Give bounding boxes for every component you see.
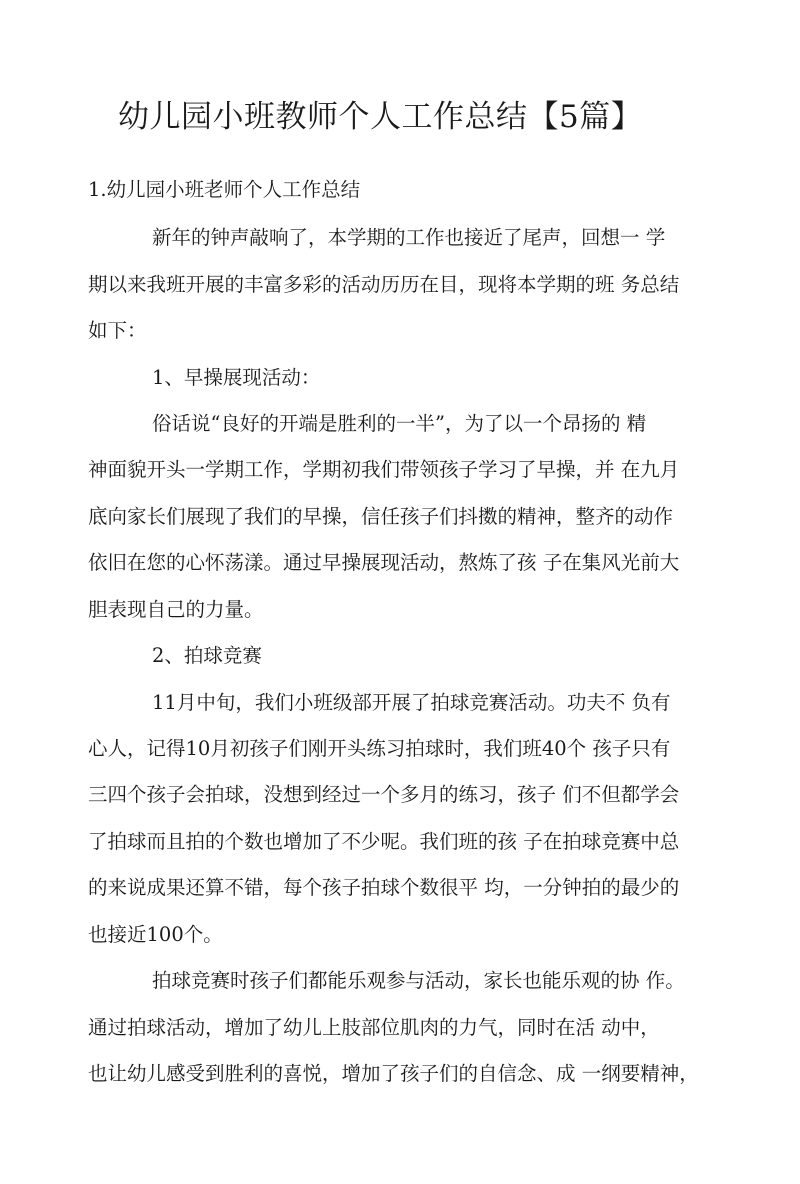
paragraph-line: 拍球竞赛时孩子们都能乐观参与活动，家长也能乐观的协 作。 [152,969,685,992]
paragraph-line: 如下： [88,319,147,342]
section-heading: 1.幼儿园小班老师个人工作总结 [88,178,361,201]
paragraph-line: 依旧在您的心怀荡漾。通过早操展现活动，熬炼了孩 子在集风光前大 [88,551,680,574]
paragraph-line: 胆表现自己的力量。 [88,598,264,621]
paragraph-line: 了拍球而且拍的个数也增加了不少呢。我们班的孩 子在拍球竞赛中总 [88,830,680,853]
paragraph-line: 的来说成果还算不错，每个孩子拍球个数很平 均，一分钟拍的最少的 [88,876,680,899]
paragraph-line: 新年的钟声敲响了，本学期的工作也接近了尾声，回想一 学 [152,226,666,249]
paragraph-line: 底向家长们展现了我们的早操，信任孩子们抖擞的精神，整齐的动作 [88,505,674,528]
paragraph-line: 也让幼儿感受到胜利的喜悦，增加了孩子们的自信念、成 一纲要精神， [88,1062,699,1085]
paragraph-line: 神面貌开头一学期工作，学期初我们带领孩子学习了早操，并 在九月 [88,458,680,481]
document-title: 幼儿园小班教师个人工作总结【5篇】 [118,99,643,135]
subsection-heading: 1、早操展现活动： [152,366,321,389]
paragraph-line: 俗话说“良好的开端是胜利的一半”，为了以一个昂扬的 精 [152,412,647,435]
paragraph-line: 也接近100个。 [88,923,223,946]
paragraph-line: 期以来我班开展的丰富多彩的活动历历在目，现将本学期的班 务总结 [88,273,680,296]
subsection-heading: 2、拍球竞赛 [152,644,262,667]
paragraph-line: 11月中旬，我们小班级部开展了拍球竞赛活动。功夫不 负有 [152,691,671,714]
paragraph-line: 三四个孩子会拍球，没想到经过一个多月的练习，孩子 们不但都学会 [88,783,680,806]
paragraph-line: 通过拍球活动，增加了幼儿上肢部位肌肉的力气，同时在活 动中， [88,1016,660,1039]
paragraph-line: 心人，记得10月初孩子们刚开头练习拍球时，我们班40个 孩子只有 [88,737,671,760]
